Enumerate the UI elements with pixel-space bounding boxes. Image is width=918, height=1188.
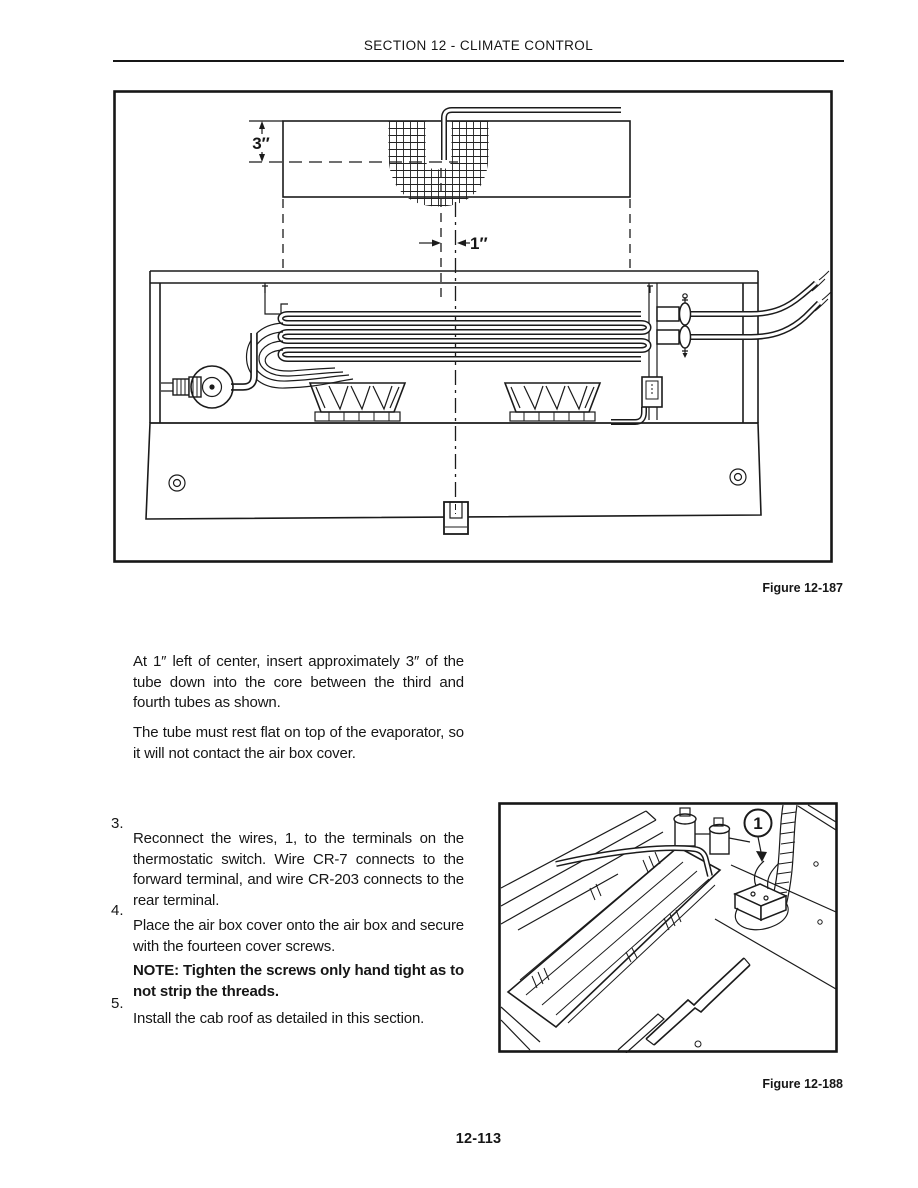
figure-12-187 [113, 90, 833, 563]
mounting-bracket-left [310, 383, 405, 421]
core-top-view [283, 110, 630, 197]
callout-1-label: 1 [753, 814, 763, 833]
callout-1 [745, 810, 772, 863]
evaporator-top-view-drawing [113, 90, 833, 563]
figure-188-caption: Figure 12-188 [762, 1077, 843, 1091]
dimension-3-inch [249, 121, 283, 162]
evaporator-isometric-drawing [498, 802, 838, 1053]
dim-1-inch-label: 1″ [470, 234, 488, 253]
mounting-bracket-right [505, 383, 600, 421]
step-5-text: Install the cab roof as detailed in this section. [133, 1010, 425, 1027]
step-3-number: 3. [111, 815, 124, 832]
dim-3-inch-label: 3″ [252, 134, 270, 153]
section-header: SECTION 12 - CLIMATE CONTROL [363, 38, 594, 53]
expansion-valve [161, 366, 233, 408]
evaporator-slab [501, 847, 720, 1050]
floor-brackets [618, 958, 750, 1053]
thermostatic-switch [611, 377, 662, 422]
dimension-1-inch [419, 234, 488, 253]
note-text: NOTE: Tighten the screws only hand tight as to not strip the threads. [133, 962, 464, 1000]
step-3-text: Reconnect the wires, 1, to the terminals on the thermostatic switch. Wire CR-7 connects to the forward terminal, and wire CR-203 connects to the rear terminal. [133, 830, 464, 909]
paragraph-tube-flat: The tube must rest flat on top of the evaporator, so it will not contact the air box cover. [133, 724, 464, 762]
header-rule [113, 60, 844, 62]
step-4-number: 4. [111, 902, 124, 919]
paragraph-insert-tube: At 1″ left of center, insert approximately 3″ of the tube down into the core between the third and fourth tubes as shown. [133, 653, 464, 712]
switch-connector [735, 861, 788, 930]
page-number: 12-113 [455, 1131, 502, 1147]
evaporator-tubes [281, 314, 649, 359]
lower-panel [146, 423, 761, 534]
figure-12-188 [498, 802, 838, 1053]
figure-187-caption: Figure 12-187 [762, 581, 843, 595]
step-5-number: 5. [111, 995, 124, 1012]
refrigerant-line-fittings [657, 271, 832, 358]
step-4-text: Place the air box cover onto the air box and secure with the fourteen cover screws. [133, 917, 464, 955]
hatched-tube-loop [407, 121, 470, 188]
